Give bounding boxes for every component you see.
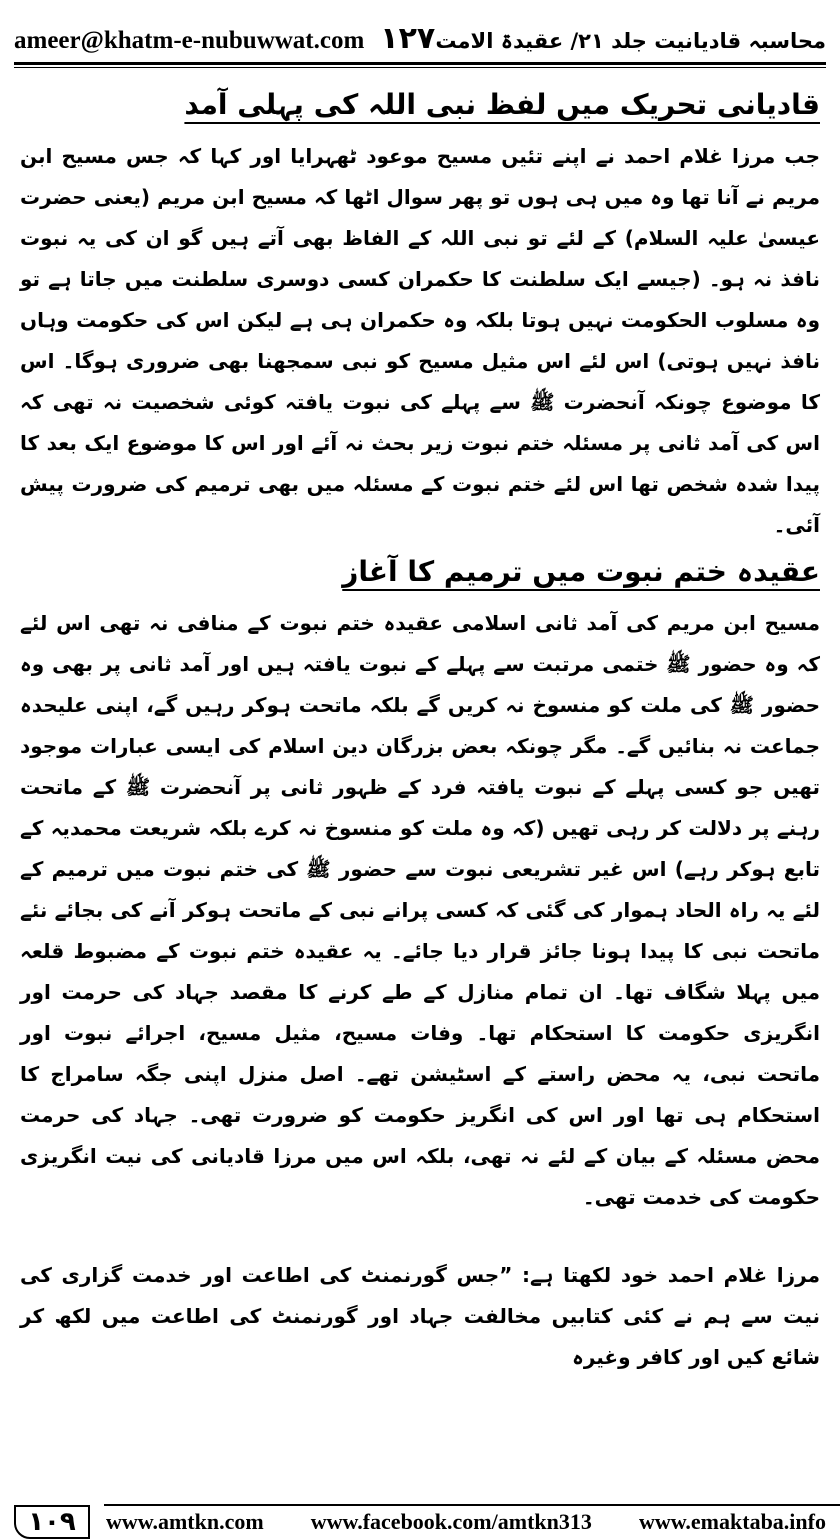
- footer-rule: [104, 1504, 840, 1506]
- section-heading-2: عقیدہ ختم نبوت میں ترمیم کا آغاز: [342, 555, 820, 588]
- footer-link-facebook[interactable]: www.facebook.com/amtkn313: [310, 1509, 592, 1534]
- header-rule-thin: [14, 67, 826, 68]
- footer-link-amtkn[interactable]: www.amtkn.com: [106, 1509, 264, 1534]
- section-1-paragraph-1: جب مرزا غلام احمد نے اپنے تئیں مسیح موعود ٹھہرایا اور کہا کہ جس مسیح ابن مریم نے آنا تھا وہ میں ہی ہوں تو پھر سوال اٹھا کہ مسیح ابن مریم (یعنی حضرت عیسیٰ علیہ السلام) کے لئے تو نبی اللہ کے الفاظ بھی آتے ہیں گو ان کی یہ نبوت نافذ نہ ہو۔ (جیسے ایک سلطنت کا حکمران کسی دوسری سلطنت میں جاتا ہے تو وہ مسلوب الحکومت نہیں ہوتا بلکہ وہ حکمران ہی ہے لیکن اس کی حکومت وہاں نافذ نہیں ہوتی) اس لئے اس مثیل مسیح کو نبی سمجھنا بھی ضروری ہوگا۔ اس کا موضوع چونکہ آنحضرت ﷺ سے پہلے کی نبوت یافتہ کوئی شخصیت نہ تھی کہ اس کی آمد ثانی پر مسئلہ ختم نبوت زیر بحث نہ آئے اور اس کا موضوع ایک بعد کا پیدا شدہ شخص تھا اس لئے ختم نبوت کے مسئلہ میں بھی ترمیم کی ضرورت پیش آئی۔: [20, 144, 820, 537]
- header-email[interactable]: ameer@khatm-e-nubuwwat.com: [14, 27, 365, 54]
- page-content: [20, 80, 820, 1480]
- header-rule-thick: [14, 62, 826, 65]
- footer-links: [90, 1509, 826, 1535]
- section-2-paragraph-2: مرزا غلام احمد خود لکھتا ہے: ”جس گورنمنٹ کی اطاعت اور خدمت گزاری کی نیت سے ہم نے کئی کتابیں مخالفت جہاد اور گورنمنٹ کی اطاعت میں لکھ کر شائع کیں اور کافر وغیرہ: [20, 1263, 820, 1369]
- footer-link-emaktaba[interactable]: www.emaktaba.info: [638, 1509, 826, 1534]
- page-header: [14, 16, 826, 56]
- section-2-paragraph-1: مسیح ابن مریم کی آمد ثانی اسلامی عقیدہ ختم نبوت کے منافی نہ تھی اس لئے کہ وہ حضور ﷺ ختمی مرتبت سے پہلے کے نبوت یافتہ ہیں اور آمد ثانی پر بھی وہ حضور ﷺ کی ملت کو منسوخ نہ کریں گے بلکہ ماتحت ہوکر رہیں گے، اپنی علیحدہ جماعت نہ بنائیں گے۔ مگر چونکہ بعض بزرگان دین اسلام کی ایسی عبارات موجود تھیں جو کسی پہلے کے نبوت یافتہ فرد کے ظہور ثانی پر آنحضرت ﷺ کے ماتحت رہنے پر دلالت کر رہی تھیں (کہ وہ ملت کو منسوخ نہ کرے بلکہ شریعت محمدیہ کے تابع ہوکر رہے) اس غیر تشریعی نبوت سے حضور ﷺ کی ختم نبوت میں ترمیم کے لئے یہ راہ الحاد ہموار کی گئی کہ کسی پرانے نبی کے ماتحت ہوکر آنے کی بجائے نئے ماتحت نبی کا پیدا ہونا جائز قرار دیا جائے۔ یہ عقیدہ ختم نبوت کے مضبوط قلعہ میں پہلا شگاف تھا۔ ان تمام منازل کے طے کرنے کا مقصد جہاد کی حرمت اور انگریزی حکومت کا استحکام تھا۔ وفات مسیح، مثیل مسیح، اجرائے نبوت اور ماتحت نبی، یہ محض راستے کے اسٹیشن تھے۔ اصل منزل اپنی جگہ سامراج کا استحکام ہی تھا اور اس کی انگریز حکومت کو ضرورت تھی۔ جہاد کی حرمت محض مسئلہ کے بیان کے لئے نہ تھی، بلکہ اس میں مرزا قادیانی کی نیت انگریزی حکومت کی خدمت تھی۔: [20, 611, 821, 1209]
- page-footer: [14, 1504, 826, 1540]
- header-book-title: محاسبہ قادیانیت جلد ۲۱/ عقیدۃ الامت: [435, 29, 826, 53]
- header-page-number: ۱۲۷: [380, 21, 436, 56]
- footer-page-number: ۱۰۹: [14, 1505, 90, 1539]
- section-heading-1: قادیانی تحریک میں لفظ نبی اللہ کی پہلی آمد: [184, 88, 820, 121]
